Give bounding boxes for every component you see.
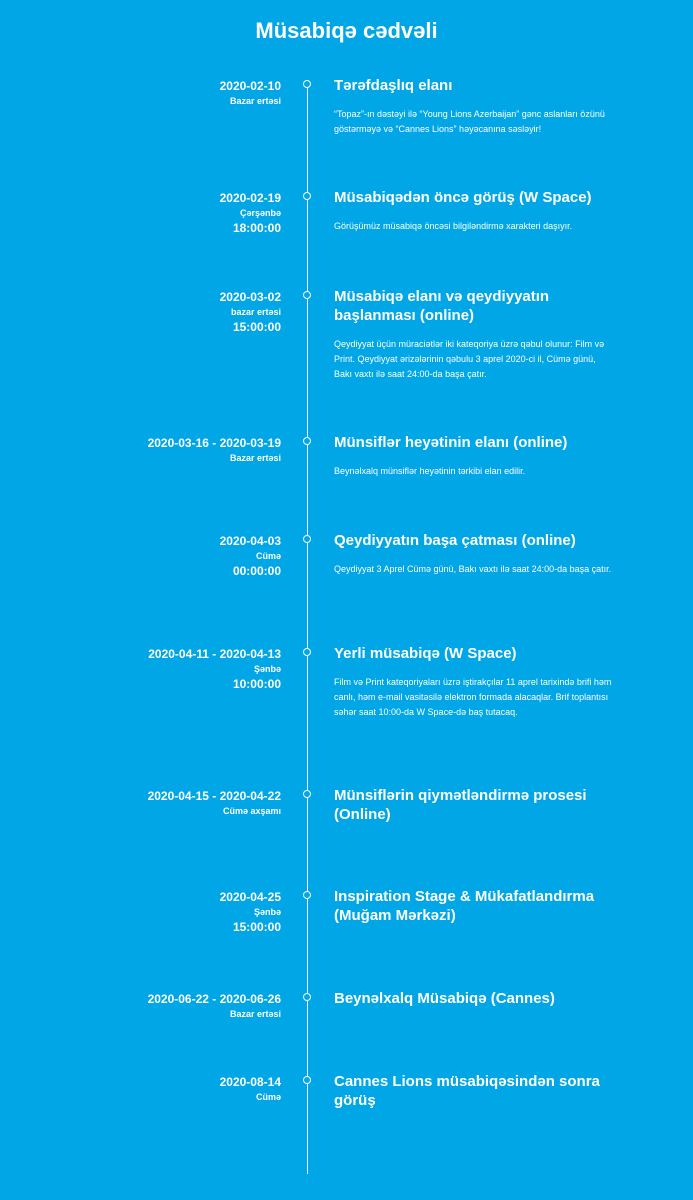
event-weekday: Cümə	[255, 551, 281, 561]
event-date-block	[21, 1075, 281, 1103]
event-weekday: Şənbə	[253, 907, 281, 917]
event-title: Tərəfdaşlıq elanı	[334, 77, 453, 94]
event-content	[334, 786, 614, 824]
event-weekday: Bazar ertəsi	[229, 1009, 281, 1019]
event-weekday: Bazar ertəsi	[229, 453, 281, 463]
event-title: Beynəlxalq Müsabiqə (Cannes)	[334, 990, 555, 1007]
event-content	[334, 644, 614, 720]
page-title: Müsabiqə cədvəli	[255, 18, 438, 43]
event-date-block	[21, 992, 281, 1020]
event-title: Inspiration Stage & Mükafatlandırma (Muğam Mərkəzi)	[334, 888, 595, 924]
event-date-block	[21, 789, 281, 817]
event-date: 2020-03-16 - 2020-03-19	[147, 436, 281, 450]
timeline-dot	[303, 993, 311, 1001]
timeline-dot	[303, 291, 311, 299]
event-date-block	[21, 79, 281, 107]
timeline-dot	[303, 192, 311, 200]
event-weekday: bazar ertəsi	[230, 307, 281, 317]
event-time: 18:00:00	[232, 221, 281, 235]
event-date: 2020-04-03	[219, 534, 281, 548]
event-date-block	[21, 890, 281, 934]
timeline-dot	[303, 891, 311, 899]
event-description: Beynəlxalq münsiflər heyətinin tərkibi elan edilir.	[334, 466, 526, 476]
event-description: “Topaz”-ın dəstəyi ilə “Young Lions Azerbaijan” gənc aslanları özünü göstərməyə və “Cannes Lions” həyəcanına səsləyir!	[334, 109, 605, 134]
timeline-dot	[303, 790, 311, 798]
timeline-dot	[303, 648, 311, 656]
event-date: 2020-04-11 - 2020-04-13	[148, 647, 281, 661]
event-time: 15:00:00	[232, 320, 281, 334]
timeline-dot	[303, 535, 311, 543]
event-date: 2020-03-02	[219, 290, 281, 304]
event-content	[334, 531, 614, 577]
event-weekday: Cümə	[255, 1092, 281, 1102]
event-description: Görüşümüz müsabiqə öncəsi bilgiləndirmə xarakteri daşıyır.	[334, 221, 573, 231]
event-content	[334, 76, 614, 137]
event-date: 2020-02-10	[219, 79, 281, 93]
event-content	[334, 989, 614, 1008]
event-date-block	[21, 191, 281, 235]
event-title: Yerli müsabiqə (W Space)	[334, 645, 517, 662]
timeline-dot	[303, 1076, 311, 1084]
event-content	[334, 433, 614, 479]
event-title: Münsiflər heyətinin elanı (online)	[334, 434, 568, 451]
event-date: 2020-06-22 - 2020-06-26	[147, 992, 281, 1006]
event-weekday: Bazar ertəsi	[229, 96, 281, 106]
event-date-block	[21, 534, 281, 578]
event-title: Müsabiqədən öncə görüş (W Space)	[334, 189, 592, 206]
timeline-dot	[303, 80, 311, 88]
event-description: Film və Print kateqoriyaları üzrə iştirakçılar 11 aprel tarixində brifi həm canlı, həm e-mail vasitəsilə elektron formada alacaqlar. Brif toplantısı səhər saat 10:00-da W Space-də baş tutacaq.	[334, 677, 612, 717]
event-date-block	[21, 290, 281, 334]
event-weekday: Şənbə	[253, 664, 281, 674]
event-time: 00:00:00	[232, 564, 281, 578]
event-title: Münsiflərin qiymətləndirmə prosesi (Online)	[334, 787, 587, 823]
event-weekday: Çərşənbə	[239, 208, 281, 218]
timeline-dot	[303, 437, 311, 445]
event-time: 15:00:00	[232, 920, 281, 934]
event-content	[334, 887, 614, 925]
event-date: 2020-02-19	[219, 191, 281, 205]
event-time: 10:00:00	[232, 677, 281, 691]
event-title: Qeydiyyatın başa çatması (online)	[334, 532, 576, 549]
event-content	[334, 287, 614, 382]
event-weekday: Cümə axşamı	[222, 806, 281, 816]
event-content	[334, 188, 614, 234]
event-content	[334, 1072, 614, 1110]
event-title: Cannes Lions müsabiqəsindən sonra görüş	[334, 1073, 600, 1109]
event-date: 2020-04-15 - 2020-04-22	[147, 789, 281, 803]
event-title: Müsabiqə elanı və qeydiyyatın başlanması (online)	[334, 288, 550, 324]
event-date: 2020-04-25	[219, 890, 281, 904]
event-description: Qeydiyyat 3 Aprel Cümə günü, Bakı vaxtı ilə saat 24:00-da başa çatır.	[334, 564, 612, 574]
event-date-block	[21, 647, 281, 691]
event-date-block	[21, 436, 281, 464]
timeline-line	[307, 84, 308, 1174]
event-description: Qeydiyyat üçün müraciətlər iki kateqoriya üzrə qəbul olunur: Film və Print. Qeydiyyat ərizələrinin qəbulu 3 aprel 2020-ci il, Cümə günü, Bakı vaxtı ilə saat 24:00-da başa çatır.	[334, 339, 605, 379]
event-date: 2020-08-14	[219, 1075, 281, 1089]
